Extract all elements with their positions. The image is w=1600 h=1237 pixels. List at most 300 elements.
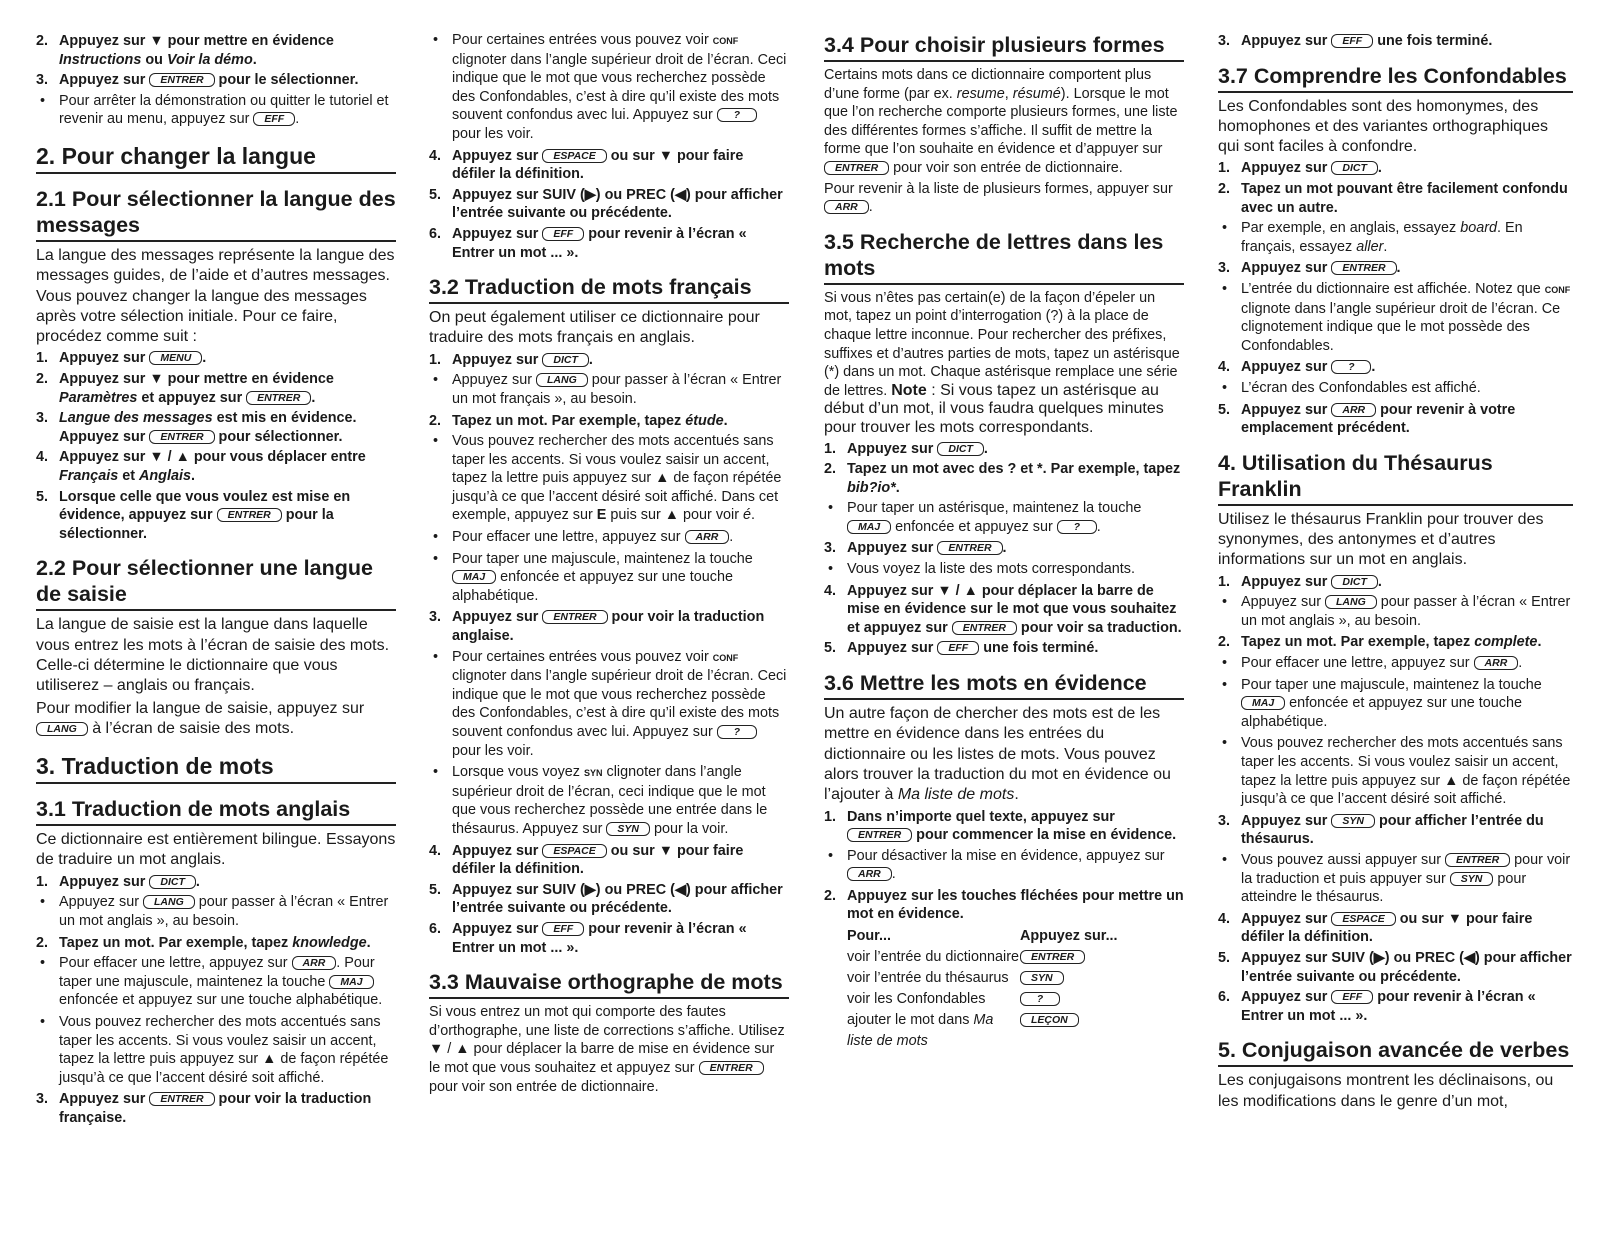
bullet-marker: •	[40, 955, 46, 972]
block-text: Appuyez sur ENTRER pour le sélectionner.	[59, 72, 359, 89]
step-number: 4.	[1218, 910, 1231, 927]
step-number: 1.	[36, 873, 49, 890]
block-text: Appuyez sur DICT .	[847, 440, 988, 457]
block-text: Vous pouvez rechercher des mots accentués sans taper les accents. Si vous voulez saisir un accent, tapez la lettre puis appuyez sur ▲ de façon répétée jusqu’à ce que l’accent désiré soit affiché.	[59, 1013, 389, 1086]
bullet-item	[1218, 676, 1573, 732]
block-text: Pour modifier la langue de saisie, appuyez sur LANG à l’écran de saisie des mots.	[36, 699, 365, 737]
step-number: 5.	[429, 881, 442, 898]
step-item	[1218, 573, 1573, 592]
block-text: Pour taper un astérisque, maintenez la touche MAJ enfoncée et appuyez sur ? .	[847, 500, 1142, 535]
block-text: Appuyez sur EFF une fois terminé.	[1241, 33, 1493, 49]
block-text: 2. Pour changer la langue	[36, 142, 316, 169]
block-text: Vous voyez la liste des mots correspondants.	[847, 561, 1135, 578]
key--label: ?	[1020, 992, 1060, 1006]
step-number: 1.	[1218, 573, 1231, 590]
key-arr-label: ARR	[847, 867, 892, 881]
key-entrer-label: ENTRER	[246, 391, 311, 405]
step-item	[36, 32, 396, 69]
key-action-table	[847, 926, 1118, 1052]
block-text: Pour revenir à la liste de plusieurs formes, appuyer sur ARR .	[824, 180, 1173, 216]
step-item	[824, 808, 1184, 845]
step-number: 4.	[429, 147, 442, 164]
step-number: 2.	[824, 461, 837, 478]
bullet-marker: •	[433, 32, 439, 48]
step-item	[1218, 180, 1573, 217]
block-text: Pour certaines entrées vous pouvez voir CONF clignoter dans l’angle supérieur droit de l’écran. Ceci indique que le mot que vous recherchez possède des Confondables, c’est à dire qu’il existe des mots souvent confondus avec lui. Appuyez sur ? pour les voir.	[452, 648, 787, 759]
block-text: Pour effacer une lettre, appuyez sur ARR .	[1241, 655, 1523, 672]
subsection-heading	[1218, 63, 1573, 93]
key-entrer-label: ENTRER	[1020, 950, 1085, 964]
paragraph	[824, 704, 1184, 805]
table-cell-action: voir l’entrée du dictionnaire	[847, 949, 1019, 966]
key-maj-label: MAJ	[329, 975, 373, 989]
step-number: 1.	[36, 350, 49, 367]
table-row	[847, 947, 1118, 968]
block-text: Appuyez sur SUIV (▶) ou PREC (◀) pour afficher l’entrée suivante ou précédente.	[452, 881, 783, 917]
bullet-item	[824, 847, 1184, 884]
block-text: Appuyez sur SUIV (▶) ou PREC (◀) pour afficher l’entrée suivante ou précédente.	[1241, 949, 1572, 985]
bullet-marker: •	[433, 550, 439, 567]
step-number: 5.	[1218, 401, 1231, 418]
step-item	[36, 349, 396, 368]
bullet-item	[1218, 734, 1573, 808]
block-text: Appuyez sur ▼ / ▲ pour vous déplacer entre Français et Anglais.	[59, 449, 366, 485]
block-text: Pour arrêter la démonstration ou quitter le tutoriel et revenir au menu, appuyez sur EFF .	[59, 92, 389, 128]
block-text: 3.5 Recherche de lettres dans les mots	[824, 229, 1164, 280]
table-header: Appuyez sur...	[1020, 928, 1118, 945]
block-text: 2.1 Pour sélectionner la langue des messages	[36, 186, 396, 237]
table-cell-key	[1020, 989, 1118, 1010]
step-number: 3.	[36, 410, 49, 427]
bullet-marker: •	[40, 894, 46, 911]
step-number: 2.	[36, 934, 49, 951]
step-item	[36, 370, 396, 407]
step-item	[429, 881, 789, 918]
bullet-marker: •	[828, 561, 834, 578]
step-item	[36, 488, 396, 544]
block-text: Pour taper une majuscule, maintenez la touche MAJ enfoncée et appuyez sur une touche alphabétique.	[1241, 676, 1542, 730]
step-number: 2.	[36, 371, 49, 388]
key-syn-label: SYN	[1331, 814, 1375, 828]
block-text: 3.4 Pour choisir plusieurs formes	[824, 33, 1165, 57]
key-maj-label: MAJ	[1241, 696, 1285, 710]
bullet-item	[1218, 593, 1573, 630]
key-maj-label: MAJ	[452, 570, 496, 584]
step-item	[36, 71, 396, 90]
key-entrer-label: ENTRER	[847, 828, 912, 842]
key-arr-label: ARR	[685, 530, 730, 544]
bullet-item	[36, 893, 396, 930]
key-espace-label: ESPACE	[542, 844, 606, 858]
block-text: Appuyez sur LANG pour passer à l’écran « Entrer un mot anglais », au besoin.	[1241, 594, 1571, 629]
bullet-marker: •	[1222, 380, 1228, 397]
key-lang-label: LANG	[36, 722, 88, 736]
bullet-item	[1218, 219, 1573, 256]
step-number: 4.	[36, 449, 49, 466]
subsection-heading	[36, 555, 396, 611]
block-text: Appuyez sur ESPACE ou sur ▼ pour faire défiler la définition.	[1241, 910, 1533, 946]
block-text: Tapez un mot avec des ? et *. Par exemple, tapez bib?io*.	[847, 461, 1181, 496]
key-eff-label: EFF	[1331, 34, 1373, 48]
paragraph	[1218, 510, 1573, 571]
bullet-item	[824, 560, 1184, 579]
bullet-item	[1218, 379, 1573, 398]
table-cell-key	[1020, 1010, 1118, 1052]
step-number: 5.	[429, 186, 442, 203]
step-number: 2.	[36, 33, 49, 49]
bullet-item	[824, 499, 1184, 536]
block-text: Appuyez sur ARR pour revenir à votre emplacement précédent.	[1241, 401, 1516, 437]
key-lang-label: LANG	[1325, 595, 1377, 609]
block-text: Utilisez le thésaurus Franklin pour trouver des synonymes, des antonymes et d’autres informations sur un mot en anglais.	[1218, 510, 1544, 569]
block-text: Si vous n’êtes pas certain(e) de la façon d’épeler un mot, tapez un point d’interrogation (?) à la place de chaque lettre inconnue. Pour rechercher des préfixes, suffixes et d’autres parties de mots, tapez un astérisque (*) dans un mot. Chaque astérisque remplace une série de lettres. Note : Si vous tapez un astérisque au début d’un mot, il vous faudra quelques minutes pour trouver les mots correspondants.	[824, 289, 1180, 436]
step-item	[1218, 988, 1573, 1025]
block-text: Appuyez sur ENTRER .	[1241, 260, 1401, 277]
block-text: 4. Utilisation du Thésaurus Franklin	[1218, 450, 1493, 501]
subsection-heading	[429, 274, 789, 304]
key-arr-label: ARR	[1331, 403, 1376, 417]
key-leçon-label: LEÇON	[1020, 1013, 1079, 1027]
subsection-heading	[36, 796, 396, 826]
block-text: Pour désactiver la mise en évidence, appuyez sur ARR .	[847, 847, 1165, 883]
bullet-item	[429, 371, 789, 408]
step-item	[429, 920, 789, 957]
subsection-heading	[824, 670, 1184, 700]
bullet-marker: •	[433, 529, 439, 546]
bullet-marker: •	[433, 433, 439, 450]
bullet-marker: •	[40, 1013, 46, 1030]
step-item	[824, 582, 1184, 638]
step-item	[429, 842, 789, 879]
key-entrer-label: ENTRER	[149, 430, 214, 444]
section-heading	[36, 143, 396, 174]
key-lang-label: LANG	[143, 895, 195, 909]
step-item	[824, 887, 1184, 924]
table-cell-action: voir les Confondables	[847, 991, 986, 1008]
key-dict-label: DICT	[542, 353, 589, 367]
step-item	[429, 608, 789, 645]
block-text: Appuyez sur ? .	[1241, 359, 1376, 376]
paragraph	[36, 699, 396, 740]
bullet-item	[1218, 654, 1573, 673]
block-text: Par exemple, en anglais, essayez board. En français, essayez aller.	[1241, 220, 1523, 255]
block-text: Appuyez sur MENU .	[59, 350, 207, 367]
block-text: Tapez un mot. Par exemple, tapez étude.	[452, 412, 728, 429]
step-number: 3.	[36, 72, 49, 89]
bullet-marker: •	[433, 648, 439, 665]
block-text: Les conjugaisons montrent les déclinaisons, ou les modifications dans le genre d’un mot,	[1218, 1072, 1554, 1110]
step-item	[429, 412, 789, 431]
step-number: 1.	[1218, 160, 1231, 177]
block-text: Les Confondables sont des homonymes, des homophones et des variantes orthographiques qui sont faciles à confondre.	[1218, 97, 1548, 156]
step-number: 1.	[824, 440, 837, 457]
block-text: Lorsque vous voyez SYN clignoter dans l’angle supérieur droit de l’écran, ceci indique que le mot que vous recherchez possède une entrée dans le thésaurus. Appuyez sur SYN pour la voir.	[452, 764, 768, 837]
bullet-marker: •	[1222, 852, 1228, 868]
key-eff-label: EFF	[1331, 990, 1373, 1004]
step-item	[1218, 949, 1573, 986]
key-dict-label: DICT	[149, 875, 196, 889]
block-text: Appuyez sur ▼ pour mettre en évidence Paramètres et appuyez sur ENTRER .	[59, 371, 334, 406]
step-item	[824, 460, 1184, 497]
step-item	[1218, 401, 1573, 438]
step-item	[36, 448, 396, 485]
block-text: Appuyez sur ENTRER pour voir la traduction française.	[59, 1091, 372, 1126]
paragraph	[36, 246, 396, 347]
block-text: 3.2 Traduction de mots français	[429, 275, 752, 300]
step-number: 5.	[824, 640, 837, 657]
block-text: Ce dictionnaire est entièrement bilingue. Essayons de traduire un mot anglais.	[36, 831, 396, 869]
block-text: Appuyez sur EFF pour revenir à l’écran « Entrer un mot ... ».	[452, 920, 747, 956]
bullet-marker: •	[433, 764, 439, 781]
key-espace-label: ESPACE	[1331, 912, 1395, 926]
paragraph	[1218, 1071, 1573, 1112]
step-item	[36, 873, 396, 892]
block-text: Tapez un mot pouvant être facilement confondu avec un autre.	[1241, 181, 1568, 216]
key-syn-label: SYN	[1020, 971, 1064, 985]
block-text: La langue des messages représente la langue des messages guides, de l’aide et d’autres messages. Vous pouvez changer la langue des messages après votre sélection initiale. Pour ce faire, procédez comme suit :	[36, 246, 395, 346]
column-3	[824, 30, 1184, 1052]
block-text: Certains mots dans ce dictionnaire comportent plus d’une forme (par ex. resume, résumé). Lorsque le mot que l’on recherche comporte plusieurs formes, une liste des différentes formes s’affiche. Il suffit de mettre la forme que l’on souhaite en évidence et d’appuyer sur ENTRER pour voir son entrée de dictionnaire.	[824, 67, 1178, 176]
bullet-marker: •	[1222, 594, 1228, 611]
block-text: Tapez un mot. Par exemple, tapez knowledge.	[59, 934, 371, 951]
block-text: 2.2 Pour sélectionner une langue de saisie	[36, 556, 373, 607]
key--label: ?	[1057, 520, 1097, 534]
paragraph	[824, 66, 1184, 178]
block-text: 3. Traduction de mots	[36, 753, 274, 780]
step-number: 3.	[1218, 812, 1231, 829]
key-entrer-label: ENTRER	[1445, 853, 1510, 867]
step-item	[36, 409, 396, 446]
block-text: L’entrée du dictionnaire est affichée. Notez que CONF clignote dans l’angle supérieur droit de l’écran. Ce clignotement indique que le mot possède des Confondables.	[1241, 281, 1571, 354]
block-text: Appuyez sur ▼ / ▲ pour déplacer la barre de mise en évidence sur le mot que vous souhaitez et appuyez sur ENTRER pour voir sa traduction.	[847, 582, 1182, 636]
paragraph	[1218, 97, 1573, 158]
block-text: Appuyez sur EFF pour revenir à l’écran « Entrer un mot ... ».	[452, 225, 747, 261]
step-number: 1.	[429, 351, 442, 368]
bullet-marker: •	[828, 847, 834, 864]
block-text: On peut également utiliser ce dictionnaire pour traduire des mots français en anglais.	[429, 309, 760, 347]
step-item	[429, 225, 789, 262]
step-item	[429, 186, 789, 223]
block-text: 3.1 Traduction de mots anglais	[36, 797, 351, 822]
bullet-item	[429, 763, 789, 838]
table-cell-key	[1020, 968, 1118, 989]
block-text: Si vous entrez un mot qui comporte des fautes d’orthographe, une liste de corrections s’affiche. Utilisez ▼ / ▲ pour déplacer la barre de mise en évidence sur le mot que vous souhaitez et appuyez sur ENTRER pour voir son entrée de dictionnaire.	[429, 1004, 785, 1095]
step-item	[1218, 812, 1573, 849]
block-text: Vous pouvez aussi appuyer sur ENTRER pour voir la traduction et puis appuyer sur SYN pour atteindre le thésaurus.	[1241, 852, 1571, 906]
step-number: 2.	[1218, 634, 1231, 651]
key-menu-label: MENU	[149, 351, 202, 365]
bullet-marker: •	[1222, 735, 1228, 752]
key-eff-label: EFF	[253, 112, 295, 126]
step-item	[36, 1090, 396, 1127]
block-text: Pour effacer une lettre, appuyez sur ARR .	[452, 529, 734, 546]
step-number: 2.	[824, 887, 837, 904]
block-text: 5. Conjugaison avancée de verbes	[1218, 1038, 1570, 1063]
step-item	[1218, 259, 1573, 278]
block-text: Appuyez sur ESPACE ou sur ▼ pour faire défiler la définition.	[452, 147, 744, 183]
block-text: Appuyez sur DICT .	[452, 351, 593, 368]
bullet-marker: •	[1222, 281, 1228, 298]
key--label: ?	[717, 725, 757, 739]
bullet-item	[429, 648, 789, 761]
key-espace-label: ESPACE	[542, 149, 606, 163]
subsection-heading	[1218, 450, 1573, 506]
block-text: Pour effacer une lettre, appuyez sur ARR . Pour taper une majuscule, maintenez la touche MAJ enfoncée et appuyez sur une touche alphabétique.	[59, 955, 383, 1009]
column-4	[1218, 30, 1573, 1114]
step-item	[1218, 633, 1573, 652]
paragraph	[36, 615, 396, 696]
key-eff-label: EFF	[542, 922, 584, 936]
subsection-heading	[824, 32, 1184, 62]
step-item	[824, 440, 1184, 459]
key-maj-label: MAJ	[847, 520, 891, 534]
key-entrer-label: ENTRER	[937, 541, 1002, 555]
block-text: Tapez un mot. Par exemple, tapez complete.	[1241, 634, 1542, 651]
block-text: Lorsque celle que vous voulez est mise en évidence, appuyez sur ENTRER pour la sélectionner.	[59, 488, 351, 542]
step-item	[1218, 910, 1573, 947]
key--label: ?	[1331, 360, 1371, 374]
key-dict-label: DICT	[1331, 575, 1378, 589]
key--label: ?	[717, 108, 757, 122]
block-text: Appuyez sur EFF pour revenir à l’écran « Entrer un mot ... ».	[1241, 989, 1536, 1024]
bullet-item	[429, 31, 789, 144]
step-number: 6.	[1218, 989, 1231, 1006]
paragraph	[429, 308, 789, 349]
bullet-marker: •	[433, 372, 439, 389]
block-text: Appuyez sur SYN pour afficher l’entrée du thésaurus.	[1241, 812, 1544, 848]
block-text: Appuyez sur SUIV (▶) ou PREC (◀) pour afficher l’entrée suivante ou précédente.	[452, 186, 783, 222]
block-text: 3.6 Mettre les mots en évidence	[824, 671, 1147, 696]
step-item	[824, 539, 1184, 558]
step-number: 1.	[824, 808, 837, 825]
bullet-item	[1218, 851, 1573, 907]
bullet-item	[36, 1013, 396, 1087]
key-entrer-label: ENTRER	[149, 1092, 214, 1106]
key-eff-label: EFF	[937, 641, 979, 655]
block-text: Pour taper une majuscule, maintenez la touche MAJ enfoncée et appuyez sur une touche alphabétique.	[452, 550, 753, 604]
step-item	[1218, 358, 1573, 377]
table-cell-key	[1020, 947, 1118, 968]
block-text: La langue de saisie est la langue dans laquelle vous entrez les mots à l’écran de saisie des mots. Celle-ci détermine le dictionnaire que vous utiliserez – anglais ou français.	[36, 616, 390, 695]
step-number: 4.	[1218, 359, 1231, 376]
block-text: L’écran des Confondables est affiché.	[1241, 380, 1481, 397]
table-row	[847, 1010, 1118, 1052]
step-item	[429, 147, 789, 184]
step-item	[824, 639, 1184, 658]
paragraph	[824, 289, 1184, 438]
paragraph	[429, 1003, 789, 1096]
step-number: 3.	[429, 609, 442, 626]
step-number: 2.	[1218, 181, 1231, 198]
key-lang-label: LANG	[536, 373, 588, 387]
key-arr-label: ARR	[1474, 656, 1519, 670]
step-item	[36, 934, 396, 953]
bullet-item	[1218, 280, 1573, 355]
step-item	[1218, 159, 1573, 178]
bullet-item	[36, 954, 396, 1010]
column-1	[36, 30, 396, 1129]
block-text: 3.7 Comprendre les Confondables	[1218, 63, 1567, 88]
step-number: 3.	[36, 1091, 49, 1108]
step-item	[1218, 32, 1573, 51]
subsection-heading	[36, 186, 396, 242]
step-number: 3.	[1218, 33, 1231, 49]
block-text: Appuyez sur ENTRER pour voir la traduction anglaise.	[452, 609, 765, 645]
step-number: 6.	[429, 920, 442, 937]
bullet-item	[429, 432, 789, 525]
key-arr-label: ARR	[292, 956, 337, 970]
block-text: Appuyez sur DICT .	[1241, 160, 1382, 177]
subsection-heading	[824, 229, 1184, 285]
step-number: 5.	[36, 488, 49, 505]
bullet-item	[429, 550, 789, 606]
key-entrer-label: ENTRER	[149, 73, 214, 87]
block-text: Appuyez sur ESPACE ou sur ▼ pour faire défiler la définition.	[452, 842, 744, 878]
block-text: Vous pouvez rechercher des mots accentués sans taper les accents. Si vous voulez saisir un accent, tapez la lettre puis appuyez sur ▲ de façon répétée jusqu’à ce que l’accent désiré soit affiché. Dans cet exemple, appuyez sur E puis sur ▲ pour voir é.	[452, 433, 782, 524]
step-item	[429, 351, 789, 370]
step-number: 3.	[824, 540, 837, 557]
subsection-heading	[429, 969, 789, 999]
key-eff-label: EFF	[542, 227, 584, 241]
table-cell-action: voir l’entrée du thésaurus	[847, 970, 1009, 987]
table-row	[847, 968, 1118, 989]
block-text: Appuyez sur LANG pour passer à l’écran « Entrer un mot français », au besoin.	[452, 372, 782, 407]
bullet-marker: •	[828, 500, 834, 517]
block-text: Pour certaines entrées vous pouvez voir CONF clignoter dans l’angle supérieur droit de l’écran. Ceci indique que le mot que vous recherchez possède des Confondables, c’est à dire qu’il existe des mots souvent confondus avec lui. Appuyez sur ? pour les voir.	[452, 32, 787, 142]
key-arr-label: ARR	[824, 200, 869, 214]
bullet-marker: •	[40, 92, 46, 109]
paragraph	[36, 830, 396, 871]
block-text: Langue des messages est mis en évidence. Appuyez sur ENTRER pour sélectionner.	[59, 410, 357, 445]
block-text: Appuyez sur EFF une fois terminé.	[847, 640, 1099, 657]
column-2	[429, 30, 789, 1098]
block-text: Appuyez sur DICT .	[59, 873, 200, 890]
subsection-heading	[1218, 1037, 1573, 1067]
key-entrer-label: ENTRER	[699, 1061, 764, 1075]
block-text: Vous pouvez rechercher des mots accentués sans taper les accents. Si vous voulez saisir un accent, tapez la lettre puis appuyez sur ▲ de façon répétée jusqu’à ce que l’accent désiré soit affiché.	[1241, 735, 1571, 808]
block-text: 3.3 Mauvaise orthographe de mots	[429, 970, 783, 995]
key-entrer-label: ENTRER	[824, 161, 889, 175]
key-entrer-label: ENTRER	[1331, 261, 1396, 275]
step-number: 6.	[429, 225, 442, 242]
key-entrer-label: ENTRER	[217, 508, 282, 522]
table-cell-action: ajouter le mot dans Ma liste de mots	[847, 1012, 994, 1050]
key-entrer-label: ENTRER	[542, 610, 607, 624]
step-number: 2.	[429, 412, 442, 429]
block-text: Appuyez sur DICT .	[1241, 573, 1382, 590]
block-text: Appuyez sur les touches fléchées pour mettre un mot en évidence.	[847, 887, 1184, 923]
key-dict-label: DICT	[937, 442, 984, 456]
bullet-marker: •	[1222, 676, 1228, 693]
bullet-marker: •	[1222, 220, 1228, 237]
key-dict-label: DICT	[1331, 161, 1378, 175]
block-text: Appuyez sur ENTRER .	[847, 540, 1007, 557]
bullet-item	[429, 528, 789, 547]
key-syn-label: SYN	[606, 822, 650, 836]
step-number: 4.	[824, 582, 837, 599]
block-text: Appuyez sur ▼ pour mettre en évidence Instructions ou Voir la démo.	[59, 33, 334, 68]
step-number: 4.	[429, 842, 442, 859]
table-row	[847, 989, 1118, 1010]
table-header: Pour...	[847, 928, 891, 945]
key-entrer-label: ENTRER	[952, 621, 1017, 635]
bullet-marker: •	[1222, 655, 1228, 672]
block-text: Appuyez sur LANG pour passer à l’écran « Entrer un mot anglais », au besoin.	[59, 894, 389, 929]
paragraph	[824, 180, 1184, 217]
section-heading	[36, 753, 396, 784]
key-syn-label: SYN	[1450, 872, 1494, 886]
block-text: Dans n’importe quel texte, appuyez sur ENTRER pour commencer la mise en évidence.	[847, 808, 1177, 844]
